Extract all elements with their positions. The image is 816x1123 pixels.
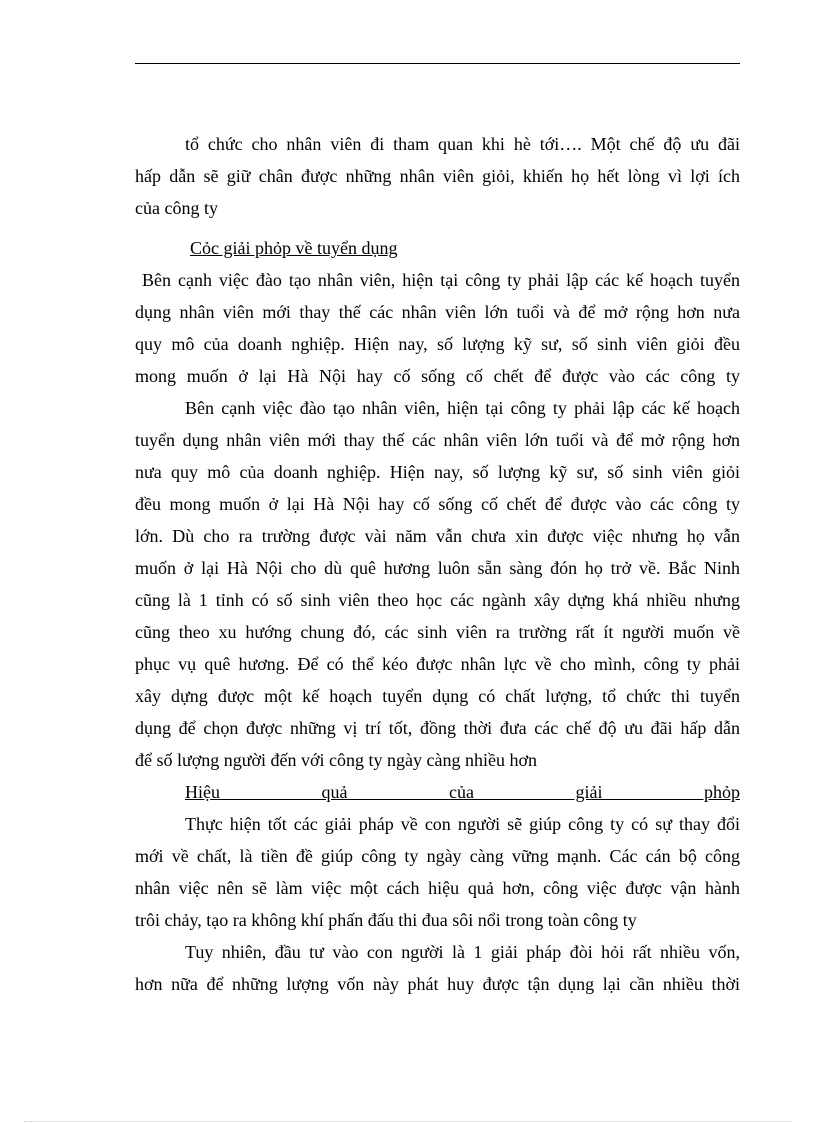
paragraph-line: muốn ở lại Hà Nội cho dù quê hương luôn sẵn sàng đón họ trở về. Bắc Ninh [135,558,740,578]
paragraph-line: Bên cạnh việc đào tạo nhân viên, hiện tại công ty phải lập các kế hoạch tuyển [135,270,740,290]
section-heading-effectiveness: Hiệu quả của giải phỏp [185,782,740,802]
intro-line: tổ chức cho nhân viên đi tham quan khi hè tới…. Một chế độ ưu đãi [185,134,740,154]
paragraph-line: hơn nữa để những lượng vốn này phát huy được tận dụng lại cần nhiều thời [135,974,740,994]
paragraph-line: xây dựng được một kế hoạch tuyển dụng có chất lượng, tổ chức thi tuyển [135,686,740,706]
paragraph-line: lớn. Dù cho ra trường được vài năm vẫn chưa xin được việc nhưng họ vẫn [135,526,740,546]
paragraph-line: nhân việc nên sẽ làm việc một cách hiệu quả hơn, công việc được vận hành [135,878,740,898]
paragraph-line: tuyển dụng nhân viên mới thay thế các nhân viên lớn tuổi và để mở rộng hơn [135,430,740,450]
page-bottom-border [24,1121,792,1122]
intro-line: hấp dẫn sẽ giữ chân được những nhân viên giỏi, khiến họ hết lòng vì lợi ích [135,166,740,186]
document-body [135,128,740,1000]
paragraph-line: đều mong muốn ở lại Hà Nội hay cố sống cố chết để được vào các công ty [135,494,740,514]
paragraph-line: cũng theo xu hướng chung đó, các sinh viên ra trường rất ít người muốn về [135,622,740,642]
paragraph-line: dụng nhân viên mới thay thế các nhân viên lớn tuổi và để mở rộng hơn nưa [135,302,740,322]
paragraph-last-line: trôi chảy, tạo ra không khí phấn đấu thi đua sôi nổi trong toàn công ty [135,910,637,930]
section-heading-recruitment: Cỏc giải phỏp về tuyển dụng [190,238,398,258]
paragraph-line: cũng là 1 tỉnh có số sinh viên theo học các ngành xây dựng khá nhiều nhưng [135,590,740,610]
paragraph-line: mong muốn ở lại Hà Nội hay cố sống cố chết để được vào các công ty [135,366,740,386]
paragraph-line: quy mô của doanh nghiệp. Hiện nay, số lượng kỹ sư, số sinh viên giỏi đều [135,334,740,354]
paragraph-line: phục vụ quê hương. Để có thể kéo được nhân lực về cho mình, công ty phải [135,654,740,674]
intro-last-line: của công ty [135,198,218,218]
paragraph-line: mới về chất, là tiền đề giúp công ty ngày càng vững mạnh. Các cán bộ công [135,846,740,866]
paragraph-line: Bên cạnh việc đào tạo nhân viên, hiện tại công ty phải lập các kế hoạch [185,398,740,418]
paragraph-last-line: để số lượng người đến với công ty ngày càng nhiều hơn [135,750,538,770]
paragraph-line: dụng để chọn được những vị trí tốt, đồng thời đưa các chế độ ưu đãi hấp dẫn [135,718,740,738]
paragraph-line: nưa quy mô của doanh nghiệp. Hiện nay, số lượng kỹ sư, số sinh viên giỏi [135,462,740,482]
paragraph-line: Thực hiện tốt các giải pháp về con người sẽ giúp công ty có sự thay đổi [185,814,740,834]
paragraph-line: Tuy nhiên, đầu tư vào con người là 1 giải pháp đòi hỏi rất nhiều vốn, [185,942,740,962]
header-rule [135,63,740,64]
